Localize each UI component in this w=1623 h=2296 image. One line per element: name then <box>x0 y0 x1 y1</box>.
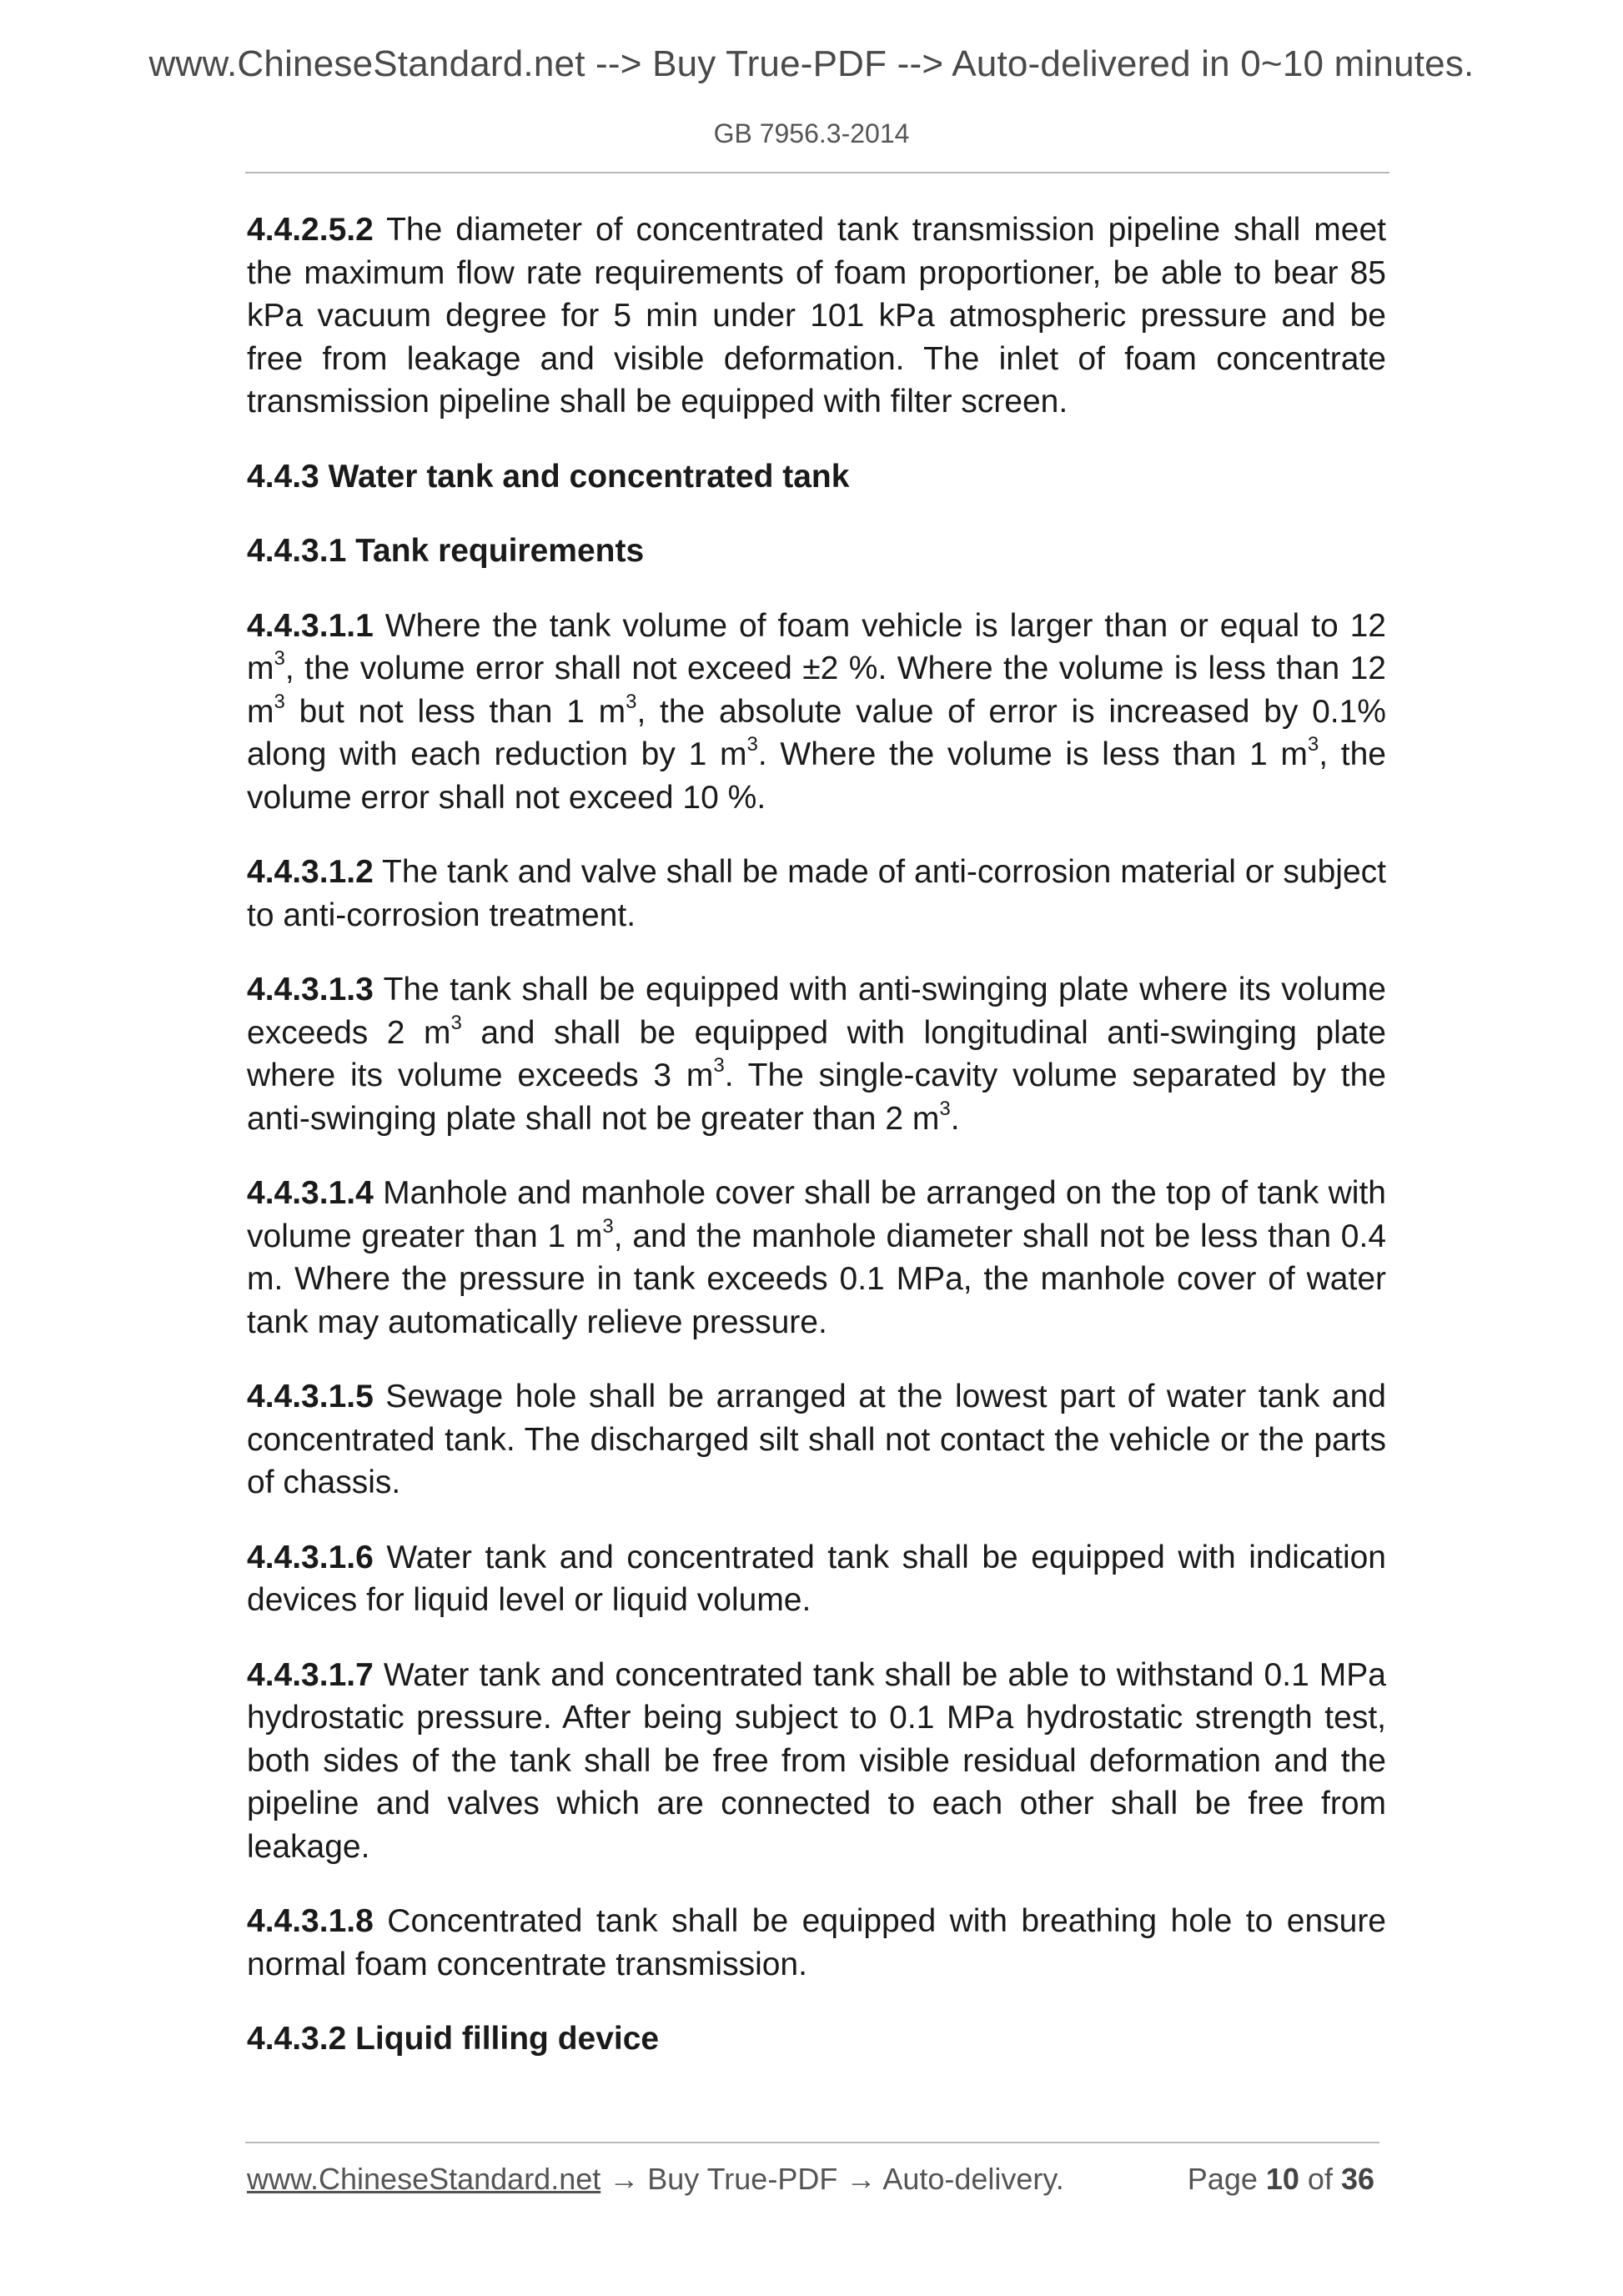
clause-4-4-3-1-1 <box>247 605 1386 820</box>
clause-text: . The single-cavity volume separated by the anti-swinging plate shall not be greater than 2 m <box>247 1058 1386 1137</box>
superscript: 3 <box>939 1097 951 1120</box>
heading-4-4-3-1: 4.4.3.1 Tank requirements <box>247 533 645 569</box>
clause-4-4-3-1-3 <box>247 968 1386 1140</box>
clause-number: 4.4.3.1.6 <box>247 1539 374 1575</box>
superscript: 3 <box>626 690 637 713</box>
clause-text: and shall be equipped with longitudinal anti-swinging plate where its volume exceeds 3 m <box>247 1014 1386 1093</box>
clause-text: The diameter of concentrated tank transmission pipeline shall meet the maximum flow rate requirements of foam proportioner, be able to bear 85 kPa vacuum degree for 5 min under 101 kPa atmospheric pressure and be free from leakage and visible deformation. The inlet of foam concentrate transmission pipeline shall be equipped with filter screen. <box>247 212 1386 420</box>
clause-text: The tank and valve shall be made of anti-corrosion material or subject to anti-corrosion treatment. <box>247 854 1386 933</box>
site-banner: www.ChineseStandard.net --> Buy True-PDF --> Auto-delivered in 0~10 minutes. <box>148 43 1475 84</box>
clause-number: 4.4.3.1.4 <box>247 1175 374 1211</box>
clause-text: . <box>950 1100 960 1137</box>
clause-text: , and the manhole diameter shall not be less than 0.4 m. Where the pressure in tank exceeds 0.1 MPa, the manhole cover of water tank may automatically relieve pressure. <box>247 1218 1387 1340</box>
clause-number: 4.4.2.5.2 <box>247 212 374 248</box>
page-total: 36 <box>1340 2162 1374 2196</box>
clause-4-4-3-1-4 <box>247 1172 1386 1344</box>
heading-4-4-3-2: 4.4.3.2 Liquid filling device <box>247 2021 660 2057</box>
clause-4-4-2-5-2 <box>247 208 1386 424</box>
page-footer <box>247 2162 1374 2197</box>
clause-4-4-3-1-8 <box>247 1900 1386 1986</box>
page-number: 10 <box>1265 2162 1299 2196</box>
clause-text: . Where the volume is less than 1 m <box>757 736 1308 772</box>
page-indicator <box>1188 2162 1374 2197</box>
clause-number: 4.4.3.1.5 <box>247 1379 374 1414</box>
clause-text: , the volume error shall not exceed 10 %. <box>247 736 1386 816</box>
clause-text: but not less than 1 m <box>284 693 626 730</box>
clause-4-4-3-1-2 <box>247 851 1386 937</box>
document-body <box>247 208 1386 2093</box>
superscript: 3 <box>713 1054 725 1077</box>
clause-number: 4.4.3.1.1 <box>247 607 374 644</box>
clause-text: The tank shall be equipped with anti-swinging plate where its volume exceeds 2 m <box>247 972 1386 1051</box>
superscript: 3 <box>274 690 285 713</box>
footer-divider <box>245 2142 1379 2143</box>
page-label: Page <box>1187 2162 1266 2196</box>
clause-4-4-3-1-7 <box>247 1654 1386 1869</box>
footer-tagline: → Buy True-PDF → Auto-delivery. <box>600 2162 1064 2196</box>
clause-text: Where the tank volume of foam vehicle is larger than or equal to 12 m <box>247 607 1386 686</box>
superscript: 3 <box>746 733 758 756</box>
superscript: 3 <box>450 1011 462 1034</box>
superscript: 3 <box>1307 733 1319 756</box>
superscript: 3 <box>602 1214 614 1238</box>
clause-number: 4.4.3.1.3 <box>247 972 374 1007</box>
document-code: GB 7956.3-2014 <box>713 118 910 148</box>
clause-text: , the absolute value of error is increased by 0.1% along with each reduction by 1 m <box>247 693 1386 772</box>
header-divider <box>245 172 1389 173</box>
clause-text: Water tank and concentrated tank shall be equipped with indication devices for liquid level or liquid volume. <box>247 1539 1386 1618</box>
clause-text: Sewage hole shall be arranged at the lowest part of water tank and concentrated tank. The discharged silt shall not contact the vehicle or the parts of chassis. <box>247 1379 1386 1500</box>
heading-4-4-3: 4.4.3 Water tank and concentrated tank <box>247 458 850 495</box>
clause-number: 4.4.3.1.2 <box>247 854 374 890</box>
clause-4-4-3-1-6 <box>247 1536 1386 1622</box>
clause-text: Water tank and concentrated tank shall be able to withstand 0.1 MPa hydrostatic pressure. After being subject to 0.1 MPa hydrostatic strength test, both sides of the tank shall be free from visible residual deformation and the pipeline and valves which are connected to each other shall be free from leakage. <box>247 1656 1386 1865</box>
superscript: 3 <box>274 647 285 670</box>
clause-text: Manhole and manhole cover shall be arranged on the top of tank with volume greater than 1 m <box>247 1175 1386 1254</box>
clause-text: , the volume error shall not exceed ±2 %. Where the volume is less than 12 m <box>247 651 1386 730</box>
clause-text: Concentrated tank shall be equipped with breathing hole to ensure normal foam concentrate transmission. <box>247 1903 1386 1982</box>
clause-4-4-3-1-5 <box>247 1375 1386 1505</box>
page-of-label: of <box>1299 2162 1341 2196</box>
clause-number: 4.4.3.1.7 <box>247 1656 374 1693</box>
footer-site-link[interactable]: www.ChineseStandard.net <box>247 2162 601 2196</box>
clause-number: 4.4.3.1.8 <box>247 1903 374 1939</box>
